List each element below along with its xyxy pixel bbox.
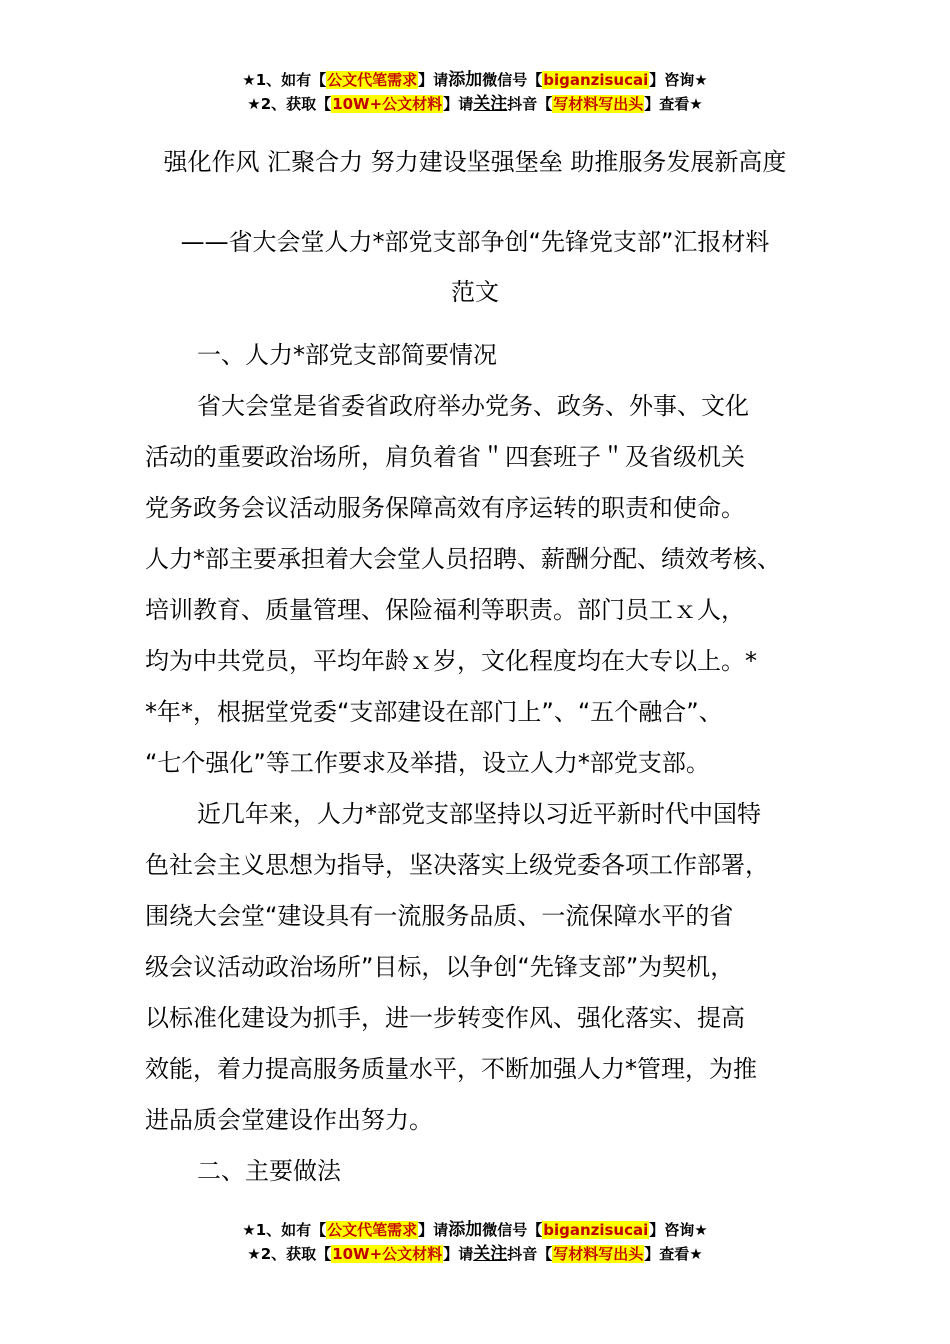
promo-text: 】请: [443, 95, 474, 113]
promo-wechat-id: biganzisucai: [543, 71, 649, 89]
paragraph-line: 活动的重要政治场所，肩负着省＂四套班子＂及省级机关: [145, 443, 745, 471]
paragraph-line: 近几年来，人力*部党支部坚持以习近平新时代中国特: [197, 800, 761, 828]
promo-highlight: 公文代笔需求: [327, 1221, 418, 1239]
promo-text: 】请: [443, 1245, 474, 1263]
paragraph-line: *年*，根据堂党委“支部建设在部门上”、“五个融合”、: [145, 698, 723, 726]
paragraph-1: [145, 381, 810, 789]
promo-emphasis: 添加: [448, 1220, 483, 1240]
promo-text: ★1、如有【: [242, 71, 327, 89]
promo-highlight: 10W+公文材料: [332, 95, 443, 113]
promo-text: 抖音【: [507, 95, 553, 113]
document-body: [145, 330, 810, 1197]
paragraph-line: 均为中共党员，平均年龄ｘ岁，文化程度均在大专以上。*: [145, 647, 757, 675]
paragraph-line: 党务政务会议活动服务保障高效有序运转的职责和使命。: [145, 494, 745, 522]
promo-text: 】咨询★: [649, 1221, 708, 1239]
paragraph-2: [145, 789, 810, 1146]
promo-text: 】咨询★: [649, 71, 708, 89]
promo-text: ★2、获取【: [247, 1245, 332, 1263]
promo-line-1: [0, 1218, 950, 1242]
promo-text: 抖音【: [507, 1245, 553, 1263]
promo-text: 】请: [418, 71, 449, 89]
paragraph-line: 省大会堂是省委省政府举办党务、政务、外事、文化: [197, 392, 749, 420]
promo-text: ★1、如有【: [242, 1221, 327, 1239]
promo-wechat-id: biganzisucai: [543, 1221, 649, 1239]
paragraph-line: 级会议活动政治场所”目标，以争创“先锋支部”为契机，: [145, 953, 735, 981]
promo-text: 】查看★: [644, 95, 703, 113]
promo-emphasis: 关注: [473, 1244, 508, 1264]
paragraph-line: 培训教育、质量管理、保险福利等职责。部门员工ｘ人，: [145, 596, 745, 624]
section-heading-2: 二、主要做法: [197, 1157, 341, 1185]
promo-douyin-id: 写材料写出头: [553, 1245, 644, 1263]
document-title: 强化作风 汇聚合力 努力建设坚强堡垒 助推服务发展新高度: [163, 148, 787, 176]
promo-text: 】查看★: [644, 1245, 703, 1263]
promo-text: 微信号【: [482, 71, 543, 89]
promo-banner-bottom: [0, 1218, 950, 1266]
paragraph-line: 围绕大会堂“建设具有一流服务品质、一流保障水平的省: [145, 902, 734, 930]
paragraph-line: 效能，着力提高服务质量水平，不断加强人力*管理，为推: [145, 1055, 757, 1083]
paragraph-line: 人力*部主要承担着大会堂人员招聘、薪酬分配、绩效考核、: [145, 545, 781, 573]
paragraph-line: “七个强化”等工作要求及举措，设立人力*部党支部。: [145, 749, 710, 777]
promo-highlight: 公文代笔需求: [327, 71, 418, 89]
promo-text: 】请: [418, 1221, 449, 1239]
promo-line-2: [0, 1242, 950, 1266]
promo-highlight: 10W+公文材料: [332, 1245, 443, 1263]
promo-banner-top: [0, 68, 950, 116]
promo-line-1: [0, 68, 950, 92]
section-heading-1: 一、人力*部党支部简要情况: [197, 341, 497, 369]
promo-line-2: [0, 92, 950, 116]
document-subtitle: ——省大会堂人力*部党支部争创“先锋党支部”汇报材料: [180, 228, 770, 256]
promo-emphasis: 关注: [473, 94, 508, 114]
document-subtitle-continued: 范文: [451, 278, 499, 306]
promo-text: ★2、获取【: [247, 95, 332, 113]
promo-douyin-id: 写材料写出头: [553, 95, 644, 113]
paragraph-line: 色社会主义思想为指导，坚决落实上级党委各项工作部署，: [145, 851, 769, 879]
promo-text: 微信号【: [482, 1221, 543, 1239]
paragraph-line: 以标准化建设为抓手，进一步转变作风、强化落实、提高: [145, 1004, 745, 1032]
paragraph-line: 进品质会堂建设作出努力。: [145, 1106, 433, 1134]
promo-emphasis: 添加: [448, 70, 483, 90]
